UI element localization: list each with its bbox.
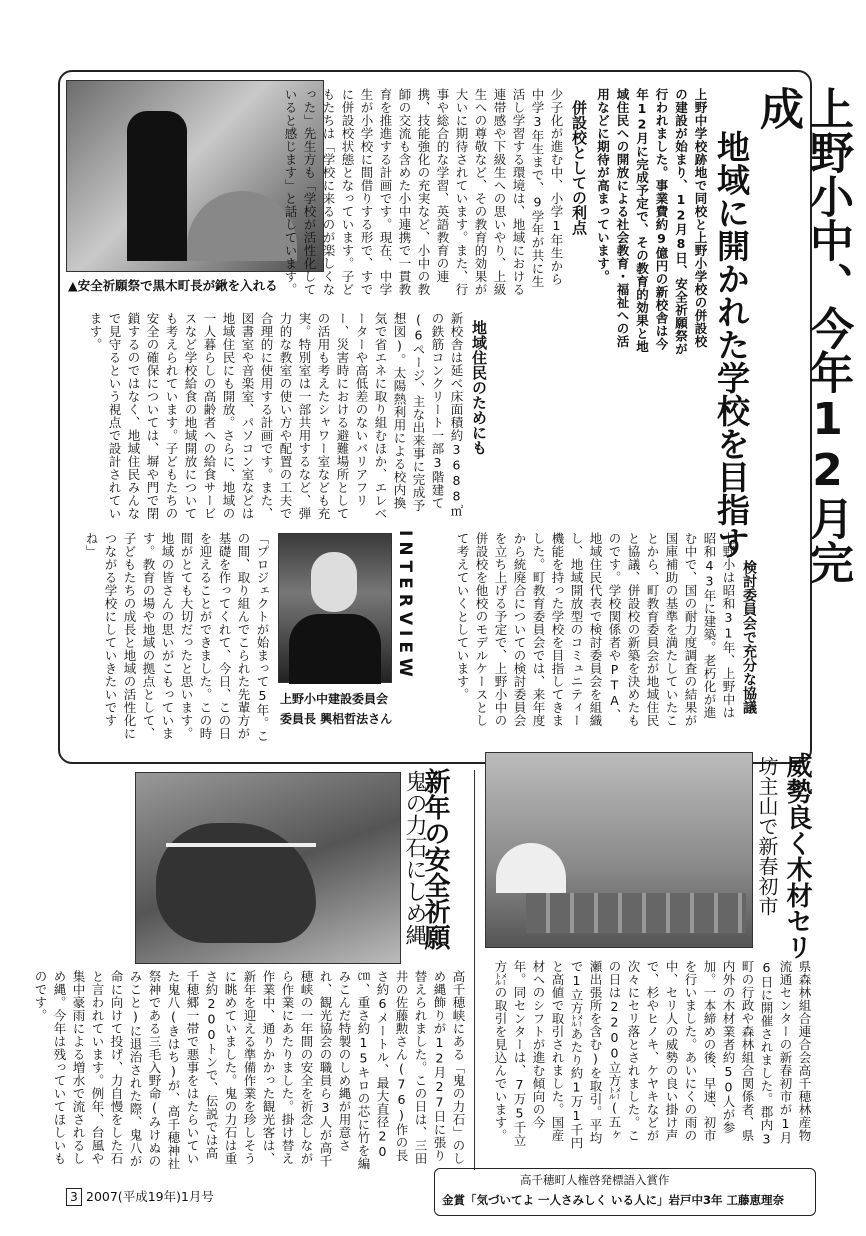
interview-label: INTERVIEW <box>395 530 415 682</box>
feature-subheadline: 地域に開かれた学校を目指す <box>712 130 751 559</box>
timber-article-headline: 威勢良く木材セリ <box>782 752 812 960</box>
section-body-advantages-continued <box>470 318 592 488</box>
column-divider <box>474 770 475 1170</box>
section-heading-committee: 検討委員会で充分な協議 <box>741 560 757 714</box>
timber-auction-photo <box>485 752 753 948</box>
section-body-committee: 上野小は昭和31年、上野中は昭和43年に建築。老朽化が進む中で、国の耐力度調査の結果が国庫補助の基準を満たしていたことから、町教育委員会が地域住民と協議、併設校の新築を決めたものです。学校関係者やPTA、地域住民代表で検討委員会を組織し、地域開放型のコミュニティー機能を持った学校を目指してきました。町教育委員会では、来年度から統廃合についての検討委員会を立ち上げる予定で、上野小中の併設校を他校のモデルケースとして考えていくとしています。 <box>455 532 736 727</box>
shrine-article-body: 高千穂峡にある「鬼の力石」のしめ縄飾りが12月27日に張り替えられました。この日は、三田井の佐藤勲さん(76)作の長さ約6メートル、最大直径20㎝、重さ約15キロの芯に竹を編みこんだ特製のしめ縄が用意され、観光協会の職員ら3人が高千穂峡の一年間の安全を祈念しながら作業にあたりました。掛け替え作業中、通りかかった観光客は、新年を迎える準備作業を珍しそうに眺めていました。鬼の力石は重さ約200トンで、伝説では高千穂郷一帯で悪事をはたらいていた鬼八(きはち)が、高千穂神社祭神である三毛入野命(みけぬのみこと)に退治された際、鬼八が命に向けて投げ、力自慢をした石と言われています。例年、台風や集中豪雨による増水で流されるしめ縄。今年は残っていてほしいものです。 <box>33 970 466 1170</box>
interviewee-org: 上野小中建設委員会 <box>280 692 389 706</box>
feature-lead: 上野中学校跡地で同校と上野小学校の併設校の建設が始まり、12月8日、安全祈願祭が行われました。事業費約9億円の新校舎は今年12月に完成予定で、その教育的効果と地域住民への開放による社会教育・福祉への活用などに期待が高まっています。 <box>595 88 708 356</box>
interviewee-portrait <box>278 533 392 683</box>
section-heading-community: 地域住民のためにも <box>470 320 488 455</box>
timber-article-subheadline: 坊主山で新春初市 <box>755 756 779 916</box>
issue-date: 2007(平成19年)1月号 <box>86 1189 214 1204</box>
section-body-community: 新校舎は延べ床面積約3688㎡の鉄筋コンクリート一部3階建て(6ページ、主な出来事に完成予想図)。太陽熱利用による校内換気で省エネに取り組むほか、エレベーターや高低差のないバリアフリー、災害時における避難場所としての活用も考えたシャワー室なども充実。特別室は一部共用するなど、弾力的な教室の使い方や配置の工夫で合理的に使用する計画です。また、図書室や音楽室、パソコン室などは地域住民にも開放。さらに、地域の一人暮らしの高齢者への給食サービスなど学校給食の地域開放についても考えられています。子どもたちの安全の確保については、塀や門で閉鎖するのではなく、地域住民みんなで見守るという視点で設計されています。 <box>88 312 464 520</box>
interviewee-name: 委員長 興梠哲法さん <box>280 712 393 726</box>
interview-quote: 「プロジェクトが始まって5年。この間、取り組んでこられた先輩方が基礎を作ってくれて、今日、この日を迎えることができました。この時間がとても大切だったと思います。地域の皆さんの思いがこもっています。教育の場や地域の拠点として、子どもたちの成長と地域の活性化につながる学校にしていきたいですね」 <box>84 532 270 743</box>
page-number: 3 <box>66 1188 82 1206</box>
section-heading-advantages: 併設校としての利点 <box>570 100 588 235</box>
section-body-advantages: 少子化が進む中、小学1年生から中学3年生まで、9学年が共に生活し学習する環境は、地域における連帯感や下級生への思いやり、上級生への尊敬など、その教育的効果が大いに期待されています。また、行事や総合的な学習、英語教育の連携、技能強化の充実など、小中の教師の交流も含めた小中連携で一貫教育を推進する計画です。現在、中学生が小学校に間借りする形で、すでに併設校状態となっています。子どもたちは「学校に来るのが楽しくなった」先生方も「学校が活性化していると感じます」と話しています。 <box>283 88 564 296</box>
award-title: 高千穂町人権啓発標語入賞作 <box>520 1173 670 1187</box>
timber-article-body: 県森林組合連合会高千穂林産物流通センターの新春初市が1月6日に開催されました。郡内3町の行政や森林組合関係者、県内外の木材業者約50人が参加。一本締めの後、早速、初市を行いました。あいにくの雨の中、セリ人の威勢の良い掛け声で、杉やヒノキ、ケヤキなどが次々にセリ落とされました。この日は2200立方㍍(五ヶ瀬出張所を含む)を取引。平均で1立方㍍あたり約1万1千円と高値で取引されました。国産材へのシフトが進む傾向の今年。同センターは、7万5千立方㍍の取引を見込んでいます。 <box>493 960 812 1150</box>
award-text: 金賞「気づいてよ 一人さみしく いる人に」岩戸中3年 工藤恵理奈 <box>442 1193 785 1207</box>
shrine-article-headline: 新年の安全祈願 <box>420 768 450 950</box>
photo-caption: ▲安全祈願祭で黒木町長が鍬を入れる <box>68 278 278 293</box>
shrine-article-subheadline: 鬼の力石にしめ縄 <box>402 770 427 946</box>
stone-shimenawa-photo <box>135 772 401 964</box>
feature-headline: 上野小中、今年12月完成 <box>752 86 853 584</box>
